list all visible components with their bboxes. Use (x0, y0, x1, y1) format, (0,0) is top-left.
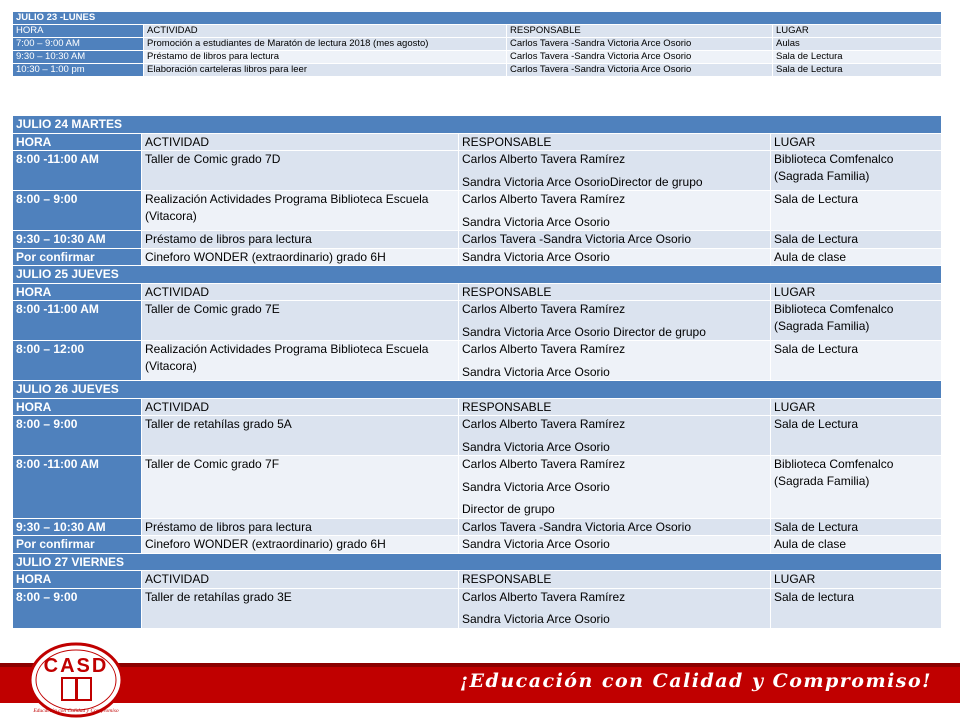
cell-responsable (459, 518, 771, 536)
header-actividad: ACTIVIDAD (142, 571, 459, 589)
cell-lugar (771, 301, 942, 341)
cell-lugar (773, 51, 942, 64)
header-lugar: LUGAR (771, 133, 942, 151)
day-title-row (13, 12, 942, 25)
cell-line: Taller de Comic grado 7F (145, 457, 280, 471)
cell-responsable (507, 51, 773, 64)
cell-hora: 8:00 – 9:00 (13, 416, 142, 456)
header-actividad: ACTIVIDAD (144, 25, 507, 38)
cell-line: Sandra Victoria Arce Osorio (462, 439, 610, 454)
cell-line: Realización Actividades Programa Biblioteca Escuela (Vitacora) (145, 342, 429, 373)
cell-line: Sandra Victoria Arce Osorio (462, 612, 610, 626)
day-title-row (13, 266, 942, 284)
table-row (13, 151, 942, 191)
header-responsable: RESPONSABLE (459, 133, 771, 151)
cell-actividad (142, 341, 459, 381)
cell-actividad (144, 64, 507, 77)
cell-line: Carlos Alberto Tavera Ramírez (462, 589, 626, 604)
cell-line: Sala de Lectura (776, 51, 843, 62)
cell-line: Sandra Victoria Arce Osorio (462, 364, 610, 379)
cell-responsable (459, 588, 771, 628)
cell-line: Sandra Victoria Arce Osorio (462, 214, 610, 229)
day-title: JULIO 25 JUEVES (13, 266, 942, 284)
cell-line: Aula de clase (774, 537, 847, 551)
header-responsable: RESPONSABLE (459, 571, 771, 589)
cell-line: Carlos Tavera -Sandra Victoria Arce Osorio (462, 232, 691, 246)
cell-line: Sandra Victoria Arce OsorioDirector de grupo (462, 174, 703, 189)
header-lugar: LUGAR (771, 283, 942, 301)
cell-line: Carlos Tavera -Sandra Victoria Arce Osorio (510, 38, 692, 49)
cell-hora: 7:00 – 9:00 AM (13, 38, 144, 51)
schedule-table-julio-24-27 (12, 115, 942, 629)
cell-line: Sandra Victoria Arce Osorio Director de grupo (462, 324, 706, 339)
cell-line: Carlos Alberto Tavera Ramírez (462, 342, 626, 356)
table-row (13, 416, 942, 456)
cell-line: Biblioteca Comfenalco (Sagrada Familia) (774, 152, 894, 183)
cell-line: Aulas (776, 38, 800, 49)
cell-lugar (771, 191, 942, 231)
cell-line: Sala de Lectura (776, 64, 843, 75)
cell-responsable (507, 38, 773, 51)
cell-responsable (507, 64, 773, 77)
cell-line: Biblioteca Comfenalco (Sagrada Familia) (774, 302, 894, 333)
header-actividad: ACTIVIDAD (142, 133, 459, 151)
header-hora: HORA (13, 398, 142, 416)
header-lugar: LUGAR (771, 398, 942, 416)
cell-hora: 8:00 – 9:00 (13, 191, 142, 231)
cell-line: Carlos Tavera -Sandra Victoria Arce Osorio (510, 51, 692, 62)
svg-text:Educación con Calidad y Compro: Educación con Calidad y Compromiso (33, 708, 119, 714)
cell-lugar (771, 231, 942, 249)
cell-line: Sandra Victoria Arce Osorio (462, 249, 610, 264)
header-hora: HORA (13, 133, 142, 151)
table-row (13, 301, 942, 341)
cell-hora: 9:30 – 10:30 AM (13, 518, 142, 536)
cell-hora: 9:30 – 10:30 AM (13, 231, 142, 249)
cell-actividad (142, 231, 459, 249)
table-row (13, 341, 942, 381)
cell-line: Sandra Victoria Arce Osorio (462, 479, 610, 494)
cell-responsable (459, 231, 771, 249)
cell-lugar (771, 341, 942, 381)
day-title: JULIO 27 VIERNES (13, 553, 942, 571)
cell-hora: 8:00 -11:00 AM (13, 151, 142, 191)
cell-line: Préstamo de libros para lectura (145, 519, 312, 534)
column-header-row (13, 283, 942, 301)
cell-responsable (459, 536, 771, 554)
cell-line: Promoción a estudiantes de Maratón de lectura 2018 (mes agosto) (147, 38, 429, 49)
column-header-row (13, 25, 942, 38)
day-title: JULIO 26 JUEVES (13, 381, 942, 399)
cell-line: Sala de Lectura (774, 232, 859, 246)
table-row (13, 456, 942, 519)
cell-hora: 8:00 – 12:00 (13, 341, 142, 381)
header-lugar: LUGAR (773, 25, 942, 38)
day-title-row (13, 381, 942, 399)
cell-line: Taller de retahílas grado 3E (145, 589, 292, 604)
cell-line: Director de grupo (462, 502, 555, 516)
table-row (13, 248, 942, 266)
table-row (13, 588, 942, 628)
header-hora: HORA (13, 25, 144, 38)
cell-responsable (459, 151, 771, 191)
table-row (13, 518, 942, 536)
cell-line: Aula de clase (774, 249, 847, 264)
cell-line: Sandra Victoria Arce Osorio (462, 537, 610, 551)
cell-line: Cineforo WONDER (extraordinario) grado 6H (145, 249, 386, 264)
cell-line: Taller de Comic grado 7E (145, 302, 280, 316)
cell-line: Carlos Alberto Tavera Ramírez (462, 192, 626, 206)
table-row (13, 38, 942, 51)
cell-responsable (459, 341, 771, 381)
cell-lugar (771, 518, 942, 536)
table-row (13, 64, 942, 77)
header-responsable: RESPONSABLE (459, 398, 771, 416)
column-header-row (13, 571, 942, 589)
header-actividad: ACTIVIDAD (142, 283, 459, 301)
cell-lugar (771, 588, 942, 628)
cell-lugar (771, 248, 942, 266)
cell-hora: 9:30 – 10:30 AM (13, 51, 144, 64)
cell-actividad (142, 536, 459, 554)
cell-line: Elaboración carteleras libros para leer (147, 64, 307, 75)
cell-hora: Por confirmar (13, 536, 142, 554)
header-lugar: LUGAR (771, 571, 942, 589)
cell-responsable (459, 456, 771, 519)
schedule-table-julio-23 (12, 11, 942, 77)
cell-lugar (773, 38, 942, 51)
cell-hora: 8:00 -11:00 AM (13, 301, 142, 341)
cell-responsable (459, 301, 771, 341)
day-title: JULIO 24 MARTES (13, 116, 942, 134)
cell-actividad (144, 51, 507, 64)
cell-actividad (142, 248, 459, 266)
cell-line: Préstamo de libros para lectura (145, 232, 312, 246)
cell-hora: 10:30 – 1:00 pm (13, 64, 144, 77)
cell-line: Taller de Comic grado 7D (145, 152, 281, 166)
svg-text:CASD: CASD (43, 655, 109, 677)
column-header-row (13, 398, 942, 416)
cell-line: Realización Actividades Programa Biblioteca Escuela (Vitacora) (145, 192, 429, 223)
cell-line: Carlos Tavera -Sandra Victoria Arce Osorio (510, 64, 692, 75)
cell-hora: 8:00 – 9:00 (13, 588, 142, 628)
cell-actividad (142, 456, 459, 519)
cell-line: Carlos Alberto Tavera Ramírez (462, 457, 626, 471)
cell-line: Taller de retahílas grado 5A (145, 417, 292, 431)
cell-line: Sala de Lectura (774, 192, 859, 206)
cell-actividad (142, 191, 459, 231)
header-responsable: RESPONSABLE (507, 25, 773, 38)
header-hora: HORA (13, 571, 142, 589)
table-row (13, 191, 942, 231)
day-title-row (13, 553, 942, 571)
cell-line: Sala de Lectura (774, 342, 859, 356)
cell-line: Biblioteca Comfenalco (Sagrada Familia) (774, 457, 894, 488)
cell-line: Sala de Lectura (774, 417, 859, 431)
header-hora: HORA (13, 283, 142, 301)
cell-responsable (459, 191, 771, 231)
cell-line: Carlos Alberto Tavera Ramírez (462, 417, 626, 431)
header-actividad: ACTIVIDAD (142, 398, 459, 416)
cell-line: Carlos Alberto Tavera Ramírez (462, 152, 626, 166)
cell-actividad (142, 301, 459, 341)
cell-lugar (773, 64, 942, 77)
cell-lugar (771, 456, 942, 519)
casd-logo-icon (24, 640, 128, 718)
column-header-row (13, 133, 942, 151)
cell-line: Cineforo WONDER (extraordinario) grado 6H (145, 537, 386, 551)
day-title: JULIO 23 -LUNES (13, 12, 942, 25)
cell-line: Sala de lectura (774, 589, 855, 604)
cell-line: Carlos Alberto Tavera Ramírez (462, 302, 626, 316)
cell-actividad (142, 151, 459, 191)
cell-line: Sala de Lectura (774, 519, 859, 534)
cell-responsable (459, 248, 771, 266)
cell-line: Préstamo de libros para lectura (147, 51, 280, 62)
cell-hora: 8:00 -11:00 AM (13, 456, 142, 519)
cell-actividad (142, 518, 459, 536)
table-row (13, 231, 942, 249)
cell-actividad (144, 38, 507, 51)
table-row (13, 51, 942, 64)
footer-slogan: ¡Educación con Calidad y Compromiso! (459, 670, 932, 692)
cell-responsable (459, 416, 771, 456)
table-row (13, 536, 942, 554)
cell-hora: Por confirmar (13, 248, 142, 266)
cell-actividad (142, 588, 459, 628)
cell-lugar (771, 416, 942, 456)
cell-lugar (771, 151, 942, 191)
header-responsable: RESPONSABLE (459, 283, 771, 301)
cell-lugar (771, 536, 942, 554)
cell-line: Carlos Tavera -Sandra Victoria Arce Osorio (462, 519, 691, 534)
cell-actividad (142, 416, 459, 456)
day-title-row (13, 116, 942, 134)
